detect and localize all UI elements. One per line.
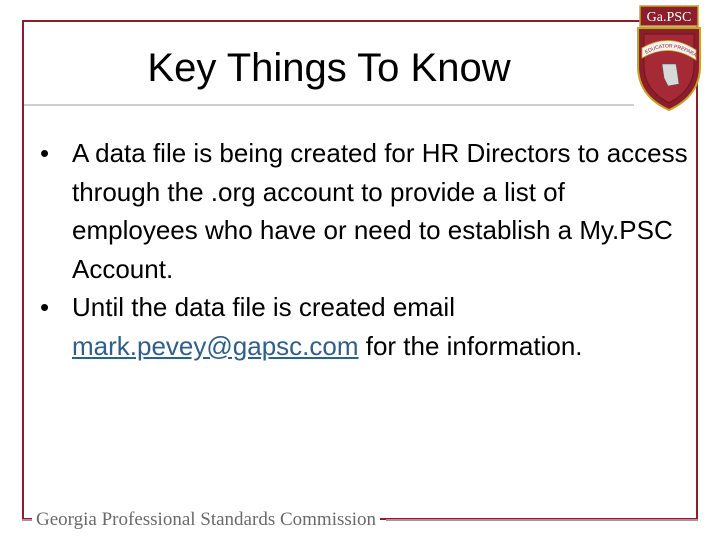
- footer-title: Georgia Professional Standards Commission: [32, 509, 380, 531]
- bullet-marker: •: [40, 292, 50, 322]
- bullet-text: [72, 288, 694, 365]
- bullet-item: [34, 288, 694, 365]
- slide-title: Key Things To Know: [147, 46, 511, 90]
- title-area: [24, 22, 634, 106]
- email-link[interactable]: mark.pevey@gapsc.com: [72, 330, 359, 361]
- footer-rule-right: [386, 519, 698, 521]
- bullet-marker: •: [40, 138, 50, 168]
- bullet-text-end: for the information.: [358, 330, 583, 361]
- slide-content: [34, 134, 694, 365]
- bullet-item: [34, 134, 694, 288]
- logo-label: Ga.PSC: [646, 10, 692, 25]
- logo-ribbon-text: EDUCATOR PREPARA: [644, 43, 698, 59]
- bullet-text-start: Until the data file is created email: [72, 292, 455, 322]
- gapsc-logo: [632, 4, 704, 114]
- gapsc-shield-icon: [632, 4, 704, 114]
- bullet-text: A data file is being created for HR Directors to access through the .org account to provide a list of employees who have or need to establish a My.PSC Account.: [72, 138, 688, 284]
